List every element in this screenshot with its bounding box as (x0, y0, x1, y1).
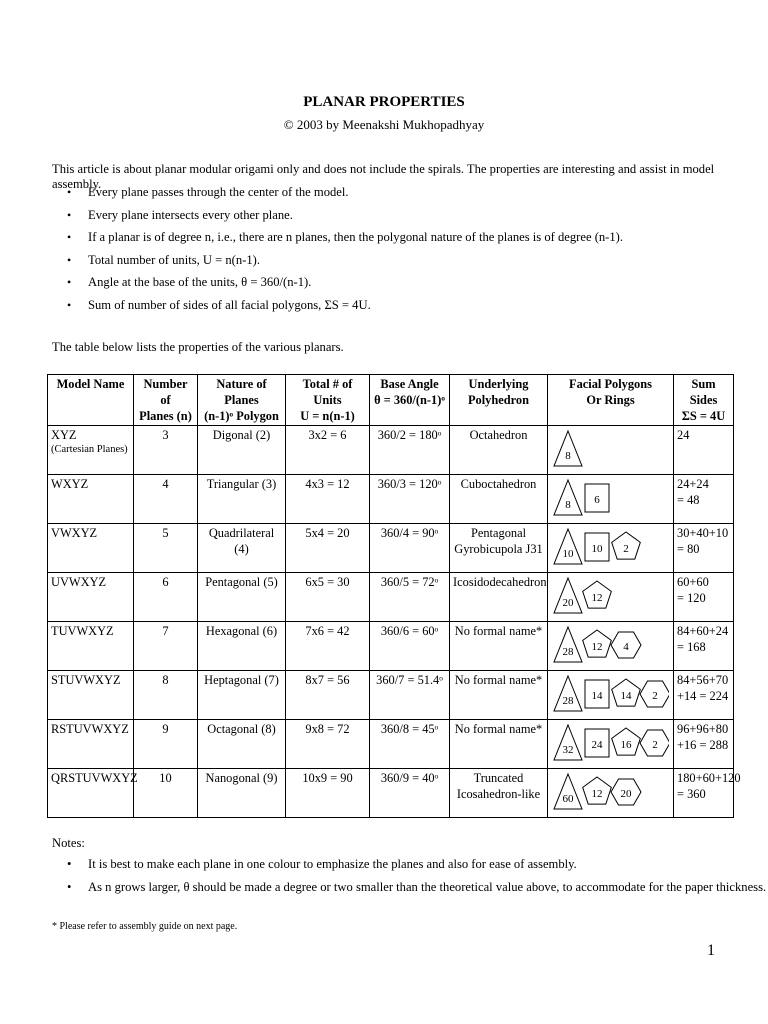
facial-polygons-figure (551, 525, 669, 567)
facial-polygon-count: 2 (652, 690, 658, 702)
cell-facial-polygons (548, 720, 674, 769)
properties-list (52, 184, 623, 320)
facial-polygons-figure (551, 574, 669, 616)
cell-nature-of-planes (198, 671, 286, 720)
table-row (48, 573, 734, 622)
cell-facial-polygons (548, 475, 674, 524)
facial-polygon-count: 20 (562, 597, 574, 609)
facial-polygon-count: 8 (565, 450, 571, 462)
facial-polygons-figure (551, 721, 669, 763)
plane-nature: Heptagonal (7) (204, 673, 279, 687)
header-facial-polygons: Facial Polygons Or Rings (548, 375, 674, 426)
cell-facial-polygons (548, 573, 674, 622)
cell-sum-sides (674, 524, 734, 573)
facial-polygon-count: 14 (620, 690, 632, 702)
property-item: • Sum of number of sides of all facial polygons, ΣS = 4U. (52, 297, 623, 320)
model-name: VWXYZ (51, 526, 98, 540)
facial-polygons-figure (551, 476, 669, 518)
model-name: WXYZ (51, 477, 89, 491)
polyhedron-line-1: Cuboctahedron (460, 477, 537, 491)
cell-base-angle (370, 769, 450, 818)
plane-nature: Pentagonal (5) (205, 575, 278, 589)
cell-underlying-polyhedron (450, 769, 548, 818)
cell-number-of-planes (134, 524, 198, 573)
sum-sides-line-2: = 360 (677, 787, 706, 801)
header-base-angle: Base Angle θ = 360/(n-1)ᵒ (370, 375, 450, 426)
table-row (48, 475, 734, 524)
units-formula: 9x8 = 72 (305, 722, 350, 736)
plane-nature: Quadrilateral (4) (208, 526, 275, 556)
property-item: • Every plane passes through the center of the model. (52, 184, 623, 207)
cell-facial-polygons (548, 769, 674, 818)
cell-number-of-planes (134, 573, 198, 622)
units-formula: 3x2 = 6 (308, 428, 347, 442)
units-formula: 7x6 = 42 (305, 624, 350, 638)
sum-sides-line-2: = 120 (677, 591, 706, 605)
facial-polygons-figure (551, 623, 669, 665)
facial-polygon-count: 12 (591, 641, 603, 653)
cell-model-name (48, 475, 134, 524)
cell-underlying-polyhedron (450, 573, 548, 622)
cell-nature-of-planes (198, 426, 286, 475)
angle-formula: 360/2 = 180ᵒ (377, 428, 442, 442)
table-row (48, 769, 734, 818)
planes-count: 3 (162, 428, 169, 442)
footnote: * Please refer to assembly guide on next page. (52, 921, 238, 932)
cell-total-units (286, 622, 370, 671)
facial-polygon-count: 10 (591, 543, 603, 555)
cell-underlying-polyhedron (450, 671, 548, 720)
sum-sides-line-1: 96+96+80 (677, 722, 729, 736)
planes-count: 4 (162, 477, 169, 491)
header-nature-of-planes: Nature of Planes (n-1)ᵒ Polygon (198, 375, 286, 426)
cell-total-units (286, 475, 370, 524)
facial-polygon-count: 12 (591, 592, 603, 604)
sum-sides-line-2: = 48 (677, 493, 700, 507)
page-title: PLANAR PROPERTIES (303, 94, 465, 110)
sum-sides-line-1: 180+60+120 (677, 771, 741, 785)
plane-nature: Hexagonal (6) (205, 624, 278, 638)
cell-underlying-polyhedron (450, 426, 548, 475)
cell-number-of-planes (134, 622, 198, 671)
table-row (48, 524, 734, 573)
plane-nature: Nanogonal (9) (205, 771, 278, 785)
sum-sides-line-1: 24 (677, 428, 690, 442)
model-name: XYZ (51, 428, 77, 442)
cell-total-units (286, 671, 370, 720)
units-formula: 4x3 = 12 (305, 477, 350, 491)
note-item: • It is best to make each plane in one colour to emphasize the planes and also for ease of assembly. (52, 856, 766, 879)
cell-nature-of-planes (198, 524, 286, 573)
cell-number-of-planes (134, 769, 198, 818)
polyhedron-line-1: Pentagonal (470, 526, 527, 540)
facial-polygons-figure (551, 672, 669, 714)
model-name: RSTUVWXYZ (51, 722, 129, 736)
notes-title: Notes: (52, 836, 85, 850)
cell-total-units (286, 720, 370, 769)
angle-formula: 360/4 = 90ᵒ (380, 526, 439, 540)
cell-sum-sides (674, 426, 734, 475)
planes-count: 8 (162, 673, 169, 687)
sum-sides-line-1: 60+60 (677, 575, 709, 589)
cell-base-angle (370, 671, 450, 720)
polyhedron-line-1: No formal name* (454, 624, 543, 638)
facial-polygon-count: 2 (623, 543, 629, 555)
cell-sum-sides (674, 720, 734, 769)
angle-formula: 360/7 = 51.4ᵒ (376, 673, 443, 687)
cell-model-name (48, 720, 134, 769)
facial-polygon-count: 14 (591, 690, 603, 702)
facial-polygon-count: 10 (562, 548, 574, 560)
sum-sides-line-1: 30+40+10 (677, 526, 729, 540)
sum-sides-line-1: 24+24 (677, 477, 709, 491)
cell-model-name (48, 622, 134, 671)
sum-sides-line-1: 84+56+70 (677, 673, 729, 687)
facial-polygon-count: 2 (652, 739, 658, 751)
property-item: • Every plane intersects every other plane. (52, 207, 623, 230)
table-row (48, 671, 734, 720)
facial-polygon-count: 8 (565, 499, 571, 511)
model-name: STUVWXYZ (51, 673, 121, 687)
notes-list (52, 856, 766, 902)
cell-facial-polygons (548, 622, 674, 671)
cell-base-angle (370, 524, 450, 573)
sum-sides-line-2: = 168 (677, 640, 706, 654)
cell-model-name (48, 524, 134, 573)
units-formula: 10x9 = 90 (302, 771, 353, 785)
header-model-name: Model Name (48, 375, 134, 426)
polyhedron-line-1: No formal name* (454, 673, 543, 687)
units-formula: 5x4 = 20 (305, 526, 350, 540)
cell-base-angle (370, 475, 450, 524)
polyhedron-line-1: Octahedron (469, 428, 528, 442)
facial-polygon-count: 6 (594, 494, 600, 506)
note-item: • As n grows larger, θ should be made a degree or two smaller than the theoretical value above, to accommodate for the paper thickness. (52, 879, 766, 902)
plane-nature: Digonal (2) (212, 428, 271, 442)
header-sum-sides: Sum Sides ΣS = 4U (674, 375, 734, 426)
cell-nature-of-planes (198, 573, 286, 622)
cell-sum-sides (674, 769, 741, 818)
cell-facial-polygons (548, 426, 674, 475)
cell-sum-sides (674, 475, 734, 524)
table-row (48, 720, 734, 769)
cell-base-angle (370, 622, 450, 671)
sum-sides-line-2: +14 = 224 (677, 689, 729, 703)
sum-sides-line-2: = 80 (677, 542, 700, 556)
cell-nature-of-planes (198, 622, 286, 671)
planes-count: 5 (162, 526, 169, 540)
polyhedron-line-1: No formal name* (454, 722, 543, 736)
cell-sum-sides (674, 573, 734, 622)
cell-base-angle (370, 426, 450, 475)
table-row (48, 426, 734, 475)
facial-polygon-count: 20 (620, 788, 632, 800)
polyhedron-line-1: Icosidodecahedron (453, 575, 547, 589)
polyhedron-line-2: Icosahedron-like (456, 787, 541, 801)
planes-count: 7 (162, 624, 169, 638)
sum-sides-line-2: +16 = 288 (677, 738, 729, 752)
intro-paragraph: This article is about planar modular origami only and does not include the spirals. The properties are interesting and assist in model assembly. (52, 162, 715, 191)
cell-sum-sides (674, 671, 734, 720)
angle-formula: 360/3 = 120ᵒ (377, 477, 442, 491)
angle-formula: 360/5 = 72ᵒ (380, 575, 439, 589)
facial-polygon-count: 28 (562, 695, 574, 707)
cell-model-name (48, 671, 134, 720)
polyhedron-line-2: Gyrobicupola J31 (454, 542, 543, 556)
planes-count: 10 (159, 771, 172, 785)
plane-nature: Triangular (3) (206, 477, 277, 491)
header-total-units: Total # of Units U = n(n-1) (286, 375, 370, 426)
cell-number-of-planes (134, 720, 198, 769)
cell-sum-sides (674, 622, 734, 671)
cell-total-units (286, 524, 370, 573)
model-subtitle: (Cartesian Planes) (51, 444, 128, 455)
cell-underlying-polyhedron (450, 524, 548, 573)
cell-underlying-polyhedron (450, 622, 548, 671)
model-name: UVWXYZ (51, 575, 107, 589)
planar-properties-table (47, 374, 741, 818)
cell-total-units (286, 769, 370, 818)
facial-polygons-figure (551, 427, 669, 469)
property-item: • Angle at the base of the units, θ = 360/(n-1). (52, 274, 623, 297)
cell-facial-polygons (548, 524, 674, 573)
cell-total-units (286, 426, 370, 475)
header-underlying-polyhedron: Underlying Polyhedron (450, 375, 548, 426)
cell-base-angle (370, 720, 450, 769)
cell-total-units (286, 573, 370, 622)
plane-nature: Octagonal (8) (207, 722, 276, 736)
cell-nature-of-planes (198, 475, 286, 524)
facial-polygon-count: 28 (562, 646, 574, 658)
angle-formula: 360/8 = 45ᵒ (380, 722, 439, 736)
cell-nature-of-planes (198, 769, 286, 818)
units-formula: 8x7 = 56 (305, 673, 350, 687)
cell-base-angle (370, 573, 450, 622)
facial-polygons-figure (551, 770, 669, 812)
cell-nature-of-planes (198, 720, 286, 769)
cell-number-of-planes (134, 426, 198, 475)
sum-sides-line-1: 84+60+24 (677, 624, 729, 638)
facial-polygon-count: 12 (591, 788, 603, 800)
polyhedron-line-1: Truncated (473, 771, 524, 785)
planes-count: 9 (162, 722, 169, 736)
property-item: • If a planar is of degree n, i.e., there are n planes, then the polygonal nature of the planes is of degree (n-1). (52, 229, 623, 252)
cell-facial-polygons (548, 671, 674, 720)
angle-formula: 360/9 = 40ᵒ (380, 771, 439, 785)
model-name: TUVWXYZ (51, 624, 114, 638)
units-formula: 6x5 = 30 (305, 575, 350, 589)
table-intro: The table below lists the properties of the various planars. (52, 340, 344, 354)
angle-formula: 360/6 = 60ᵒ (380, 624, 439, 638)
table-header-row (48, 375, 734, 426)
cell-model-name (48, 426, 134, 475)
page-number: 1 (707, 942, 715, 959)
cell-number-of-planes (134, 671, 198, 720)
facial-polygon-count: 60 (562, 793, 574, 805)
cell-number-of-planes (134, 475, 198, 524)
facial-polygon-count: 24 (591, 739, 603, 751)
facial-polygon-count: 4 (623, 641, 629, 653)
table-row (48, 622, 734, 671)
page-subtitle: © 2003 by Meenakshi Mukhopadhyay (283, 117, 485, 132)
property-item: • Total number of units, U = n(n-1). (52, 252, 623, 275)
header-number-of-planes: Number of Planes (n) (134, 375, 198, 426)
cell-underlying-polyhedron (450, 475, 548, 524)
model-name: QRSTUVWXYZ (51, 771, 138, 785)
cell-model-name (48, 769, 138, 818)
cell-underlying-polyhedron (450, 720, 548, 769)
cell-model-name (48, 573, 134, 622)
planes-count: 6 (162, 575, 169, 589)
facial-polygon-count: 16 (620, 739, 632, 751)
facial-polygon-count: 32 (562, 744, 574, 756)
